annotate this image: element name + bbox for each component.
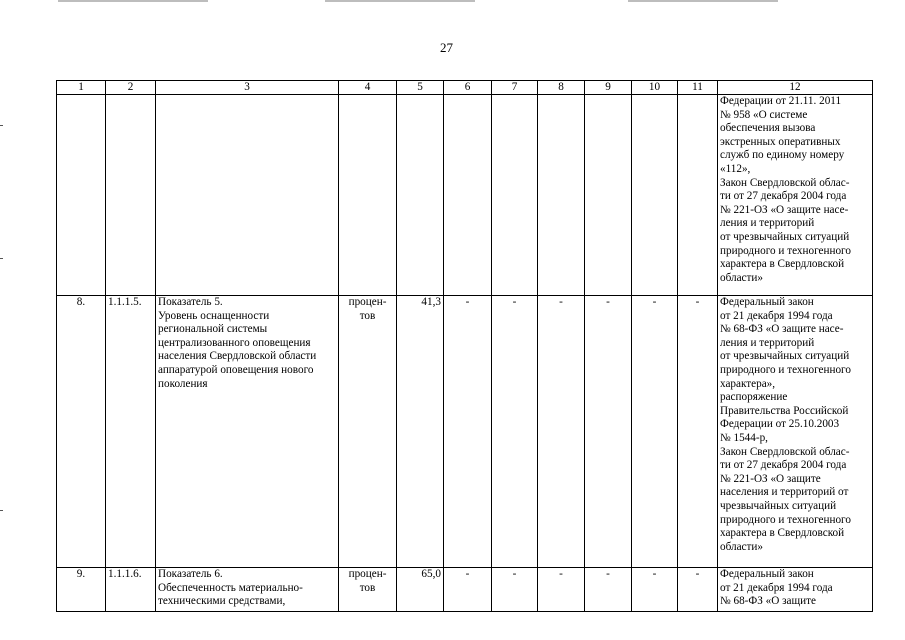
top-edge-rule bbox=[325, 0, 475, 2]
column-header: 9 bbox=[585, 81, 632, 95]
year-value-cell bbox=[678, 95, 718, 296]
value-cell: 65,0 bbox=[397, 568, 444, 612]
year-value-cell: - bbox=[492, 296, 538, 568]
column-header: 8 bbox=[538, 81, 585, 95]
unit-cell: процен- тов bbox=[339, 296, 397, 568]
row-code-cell bbox=[106, 95, 156, 296]
year-value-cell bbox=[444, 95, 492, 296]
year-value-cell bbox=[538, 95, 585, 296]
table-row bbox=[57, 568, 873, 612]
row-number-cell: 8. bbox=[57, 296, 106, 568]
column-header: 6 bbox=[444, 81, 492, 95]
value-cell: 41,3 bbox=[397, 296, 444, 568]
year-value-cell: - bbox=[678, 568, 718, 612]
indicator-cell: Показатель 5. Уровень оснащенности региональной системы централизованного оповещения населения Свердловской области аппаратурой оповещения нового поколения bbox=[156, 296, 339, 568]
top-edge-rule bbox=[628, 0, 778, 2]
value-cell bbox=[397, 95, 444, 296]
column-header: 3 bbox=[156, 81, 339, 95]
year-value-cell: - bbox=[444, 296, 492, 568]
page-number: 27 bbox=[440, 40, 453, 55]
year-value-cell: - bbox=[492, 568, 538, 612]
binding-mark bbox=[0, 258, 3, 259]
column-header: 4 bbox=[339, 81, 397, 95]
binding-mark bbox=[0, 125, 3, 126]
year-value-cell: - bbox=[538, 296, 585, 568]
indicator-cell bbox=[156, 95, 339, 296]
year-value-cell bbox=[492, 95, 538, 296]
column-header: 12 bbox=[718, 81, 873, 95]
table-row bbox=[57, 296, 873, 568]
legal-basis-cell: Федеральный закон от 21 декабря 1994 года № 68-ФЗ «О защите bbox=[718, 568, 873, 612]
column-header: 2 bbox=[106, 81, 156, 95]
row-number-cell bbox=[57, 95, 106, 296]
unit-cell bbox=[339, 95, 397, 296]
year-value-cell: - bbox=[678, 296, 718, 568]
column-number-row bbox=[57, 81, 873, 95]
column-header: 1 bbox=[57, 81, 106, 95]
year-value-cell: - bbox=[585, 568, 632, 612]
binding-mark bbox=[0, 510, 3, 511]
year-value-cell: - bbox=[444, 568, 492, 612]
year-value-cell: - bbox=[538, 568, 585, 612]
row-code-cell: 1.1.1.6. bbox=[106, 568, 156, 612]
column-header: 10 bbox=[632, 81, 678, 95]
year-value-cell bbox=[585, 95, 632, 296]
document-table bbox=[56, 80, 873, 612]
year-value-cell: - bbox=[585, 296, 632, 568]
column-header: 11 bbox=[678, 81, 718, 95]
unit-cell: процен- тов bbox=[339, 568, 397, 612]
year-value-cell: - bbox=[632, 296, 678, 568]
legal-basis-cell: Федеральный закон от 21 декабря 1994 года № 68-ФЗ «О защите насе- ления и территорий от чрезвычайных ситуаций природного и техногенного характера», распоряжение Правительства Российской Федерации от 25.10.2003 № 1544-р, Закон Свердловской облас- ти от 27 декабря 2004 года № 221-ОЗ «О защите населения и территорий от чрезвычайных ситуаций природного и техногенного характера в Свердловской области» bbox=[718, 296, 873, 568]
legal-basis-cell: Федерации от 21.11. 2011 № 958 «О системе обеспечения вызова экстренных оперативных служб по единому номеру «112», Закон Свердловской облас- ти от 27 декабря 2004 года № 221-ОЗ «О защите насе- ления и территорий от чрезвычайных ситуаций природного и техногенного характера в Свердловской области» bbox=[718, 95, 873, 296]
table-row bbox=[57, 95, 873, 296]
year-value-cell bbox=[632, 95, 678, 296]
column-header: 5 bbox=[397, 81, 444, 95]
row-code-cell: 1.1.1.5. bbox=[106, 296, 156, 568]
year-value-cell: - bbox=[632, 568, 678, 612]
row-number-cell: 9. bbox=[57, 568, 106, 612]
top-edge-rule bbox=[58, 0, 208, 2]
indicator-cell: Показатель 6. Обеспеченность материально- техническими средствами, bbox=[156, 568, 339, 612]
column-header: 7 bbox=[492, 81, 538, 95]
